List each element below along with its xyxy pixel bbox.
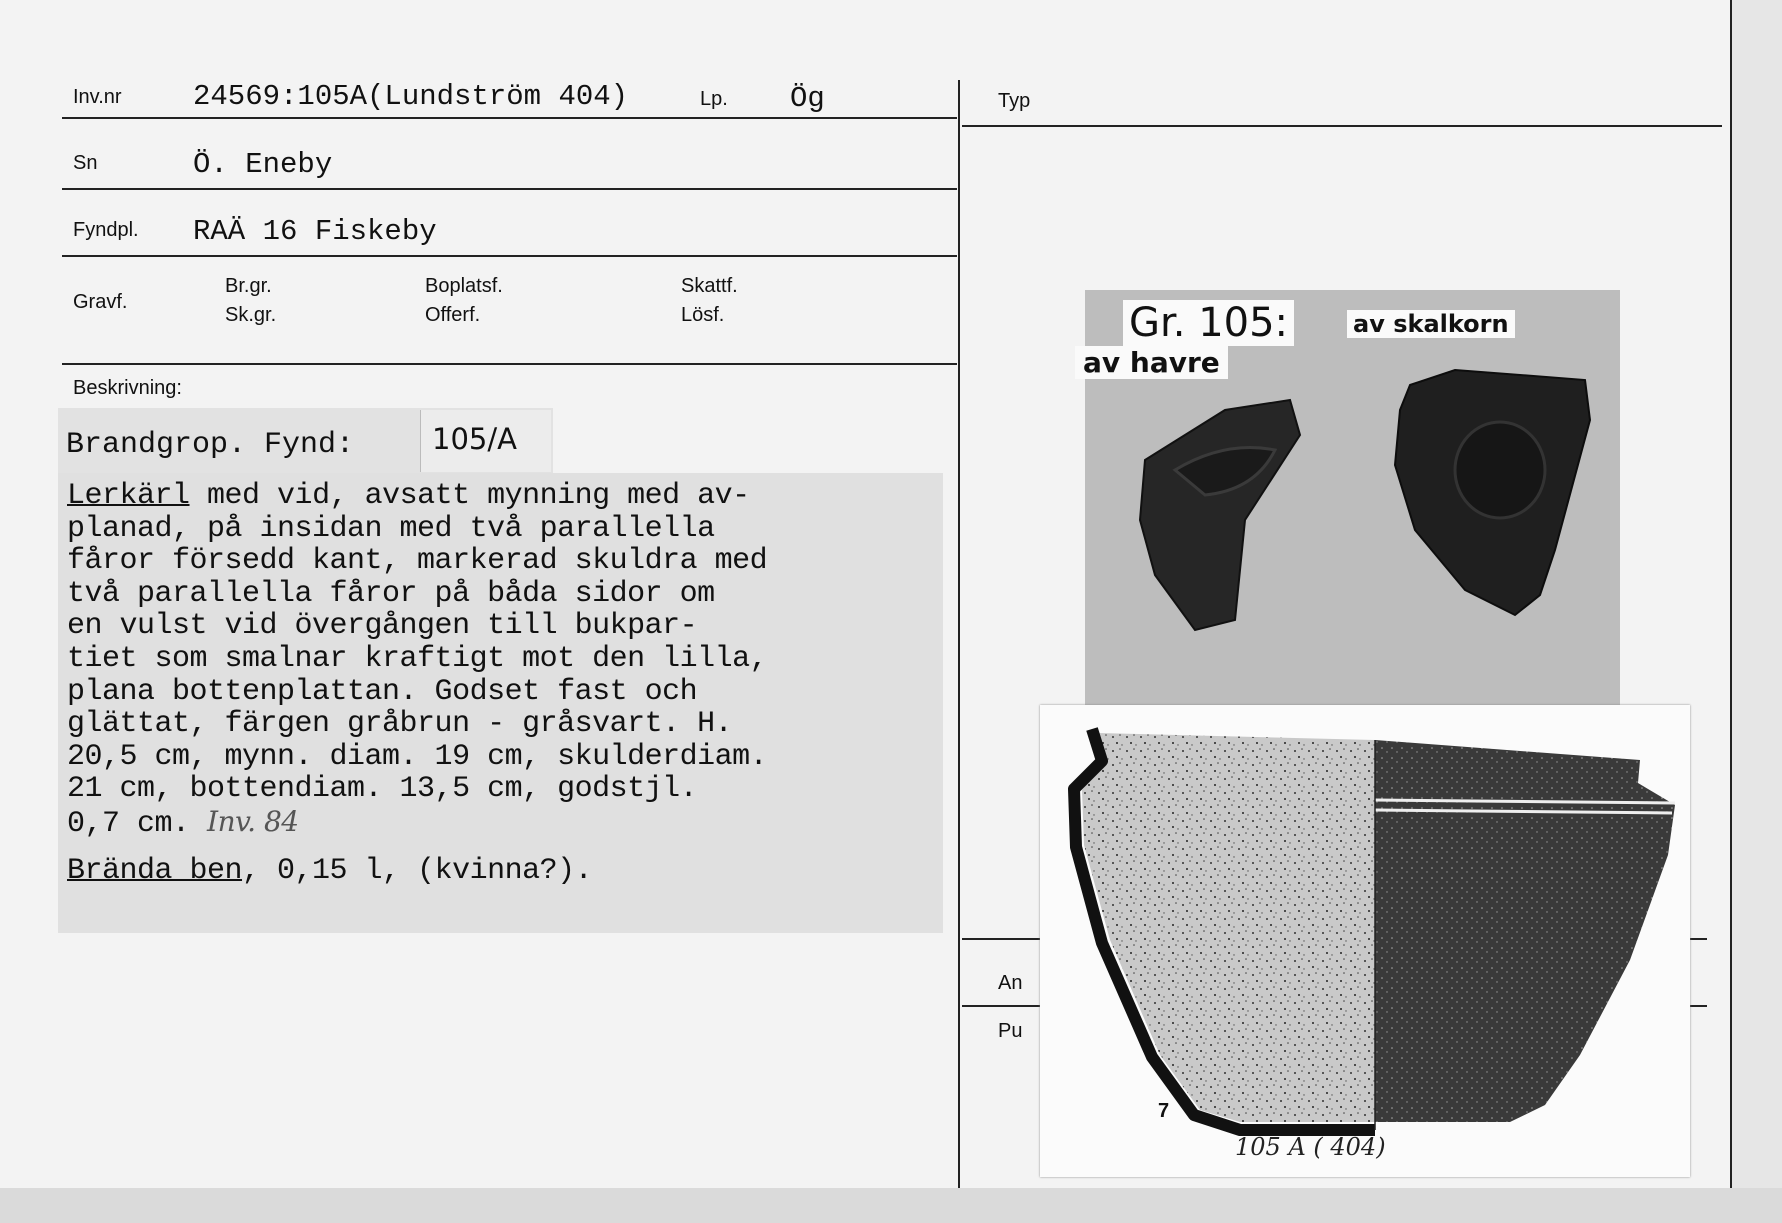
description-line-6: tiet som smalnar kraftigt mot den lilla,: [67, 641, 768, 676]
sherd-photo: [1085, 290, 1620, 720]
rule-fyndpl: [62, 255, 957, 257]
losf-label: Lösf.: [681, 304, 725, 326]
rule-invnr: [62, 117, 957, 119]
description-header-prefix: Brandgrop. Fynd:: [66, 428, 355, 462]
bones-prefix: Brända ben: [67, 853, 243, 888]
lp-label: Lp.: [700, 88, 728, 110]
rule-typ: [962, 125, 1722, 127]
sherd-right-boss: [1455, 422, 1545, 518]
offerf-label: Offerf.: [425, 304, 481, 326]
photo-label-line1a: Gr. 105:: [1123, 300, 1294, 346]
vessel-left-half: [1082, 733, 1375, 1122]
skattf-label: Skattf.: [681, 275, 738, 297]
description-line-text: med vid, avsatt mynning med av-: [207, 479, 750, 513]
fyndpl-value: RAÄ 16 Fiskeby: [193, 215, 437, 248]
description-header: [66, 428, 354, 462]
card-bottom-edge: [0, 1188, 1782, 1223]
description-line-5: en vulst vid övergången till bukpar-: [67, 609, 698, 644]
gravf-label: Gravf.: [73, 291, 128, 313]
pu-label: Pu: [998, 1020, 1023, 1042]
bones-rest: , 0,15 l, (kvinna?).: [242, 853, 593, 888]
description-line-2: planad, på insidan med två parallella: [67, 511, 715, 546]
photo-label-line1b: av skalkorn: [1347, 310, 1515, 338]
sn-value: Ö. Eneby: [193, 148, 333, 181]
vessel-drawing-svg: [1040, 705, 1690, 1177]
boplatsf-label: Boplatsf.: [425, 275, 503, 297]
description-line-3: fåror försedd kant, markerad skuldra med: [67, 544, 768, 579]
rule-sn: [62, 188, 957, 190]
description-line-9: 20,5 cm, mynn. diam. 19 cm, skulderdiam.: [67, 739, 768, 774]
inv-nr-value: 24569:105A(Lundström 404): [193, 80, 629, 113]
figure-number: 7: [1158, 1100, 1170, 1122]
drawing-caption: 105 A ( 404): [1235, 1133, 1386, 1161]
description-line-8: glättat, färgen gråbrun - gråsvart. H.: [67, 707, 733, 742]
description-line-text: 0,7 cm.: [67, 806, 190, 841]
fyndpl-label: Fyndpl.: [73, 219, 139, 241]
lp-value: Ög: [790, 82, 825, 115]
sk-gr-label: Sk.gr.: [225, 304, 277, 326]
description-line-7: plana bottenplattan. Godset fast och: [67, 674, 698, 709]
description-header-tag: 105/A: [432, 422, 517, 456]
description-line-1: [67, 480, 947, 513]
vessel-drawing: [1040, 705, 1690, 1177]
column-divider: [958, 80, 960, 1188]
br-gr-label: Br.gr.: [225, 275, 272, 297]
rule-gravf: [62, 363, 957, 365]
card-right-edge: [1730, 0, 1782, 1223]
description-line-11: [67, 806, 947, 841]
vessel-right-half: [1375, 740, 1675, 1122]
handwritten-inv: Inv. 84: [207, 804, 299, 838]
photo-label-line2: av havre: [1075, 346, 1228, 379]
typ-label: Typ: [998, 90, 1031, 112]
description-line-4: två parallella fåror på båda sidor om: [67, 576, 715, 611]
first-word: Lerkärl: [67, 479, 190, 513]
an-label: An: [998, 972, 1023, 994]
inv-nr-label: Inv.nr: [73, 86, 122, 108]
description-bones-line: [67, 855, 947, 888]
sn-label: Sn: [73, 152, 98, 174]
beskrivning-label: Beskrivning:: [73, 377, 182, 399]
description-line-10: 21 cm, bottendiam. 13,5 cm, godstjl.: [67, 772, 698, 807]
description-body: [67, 480, 947, 887]
